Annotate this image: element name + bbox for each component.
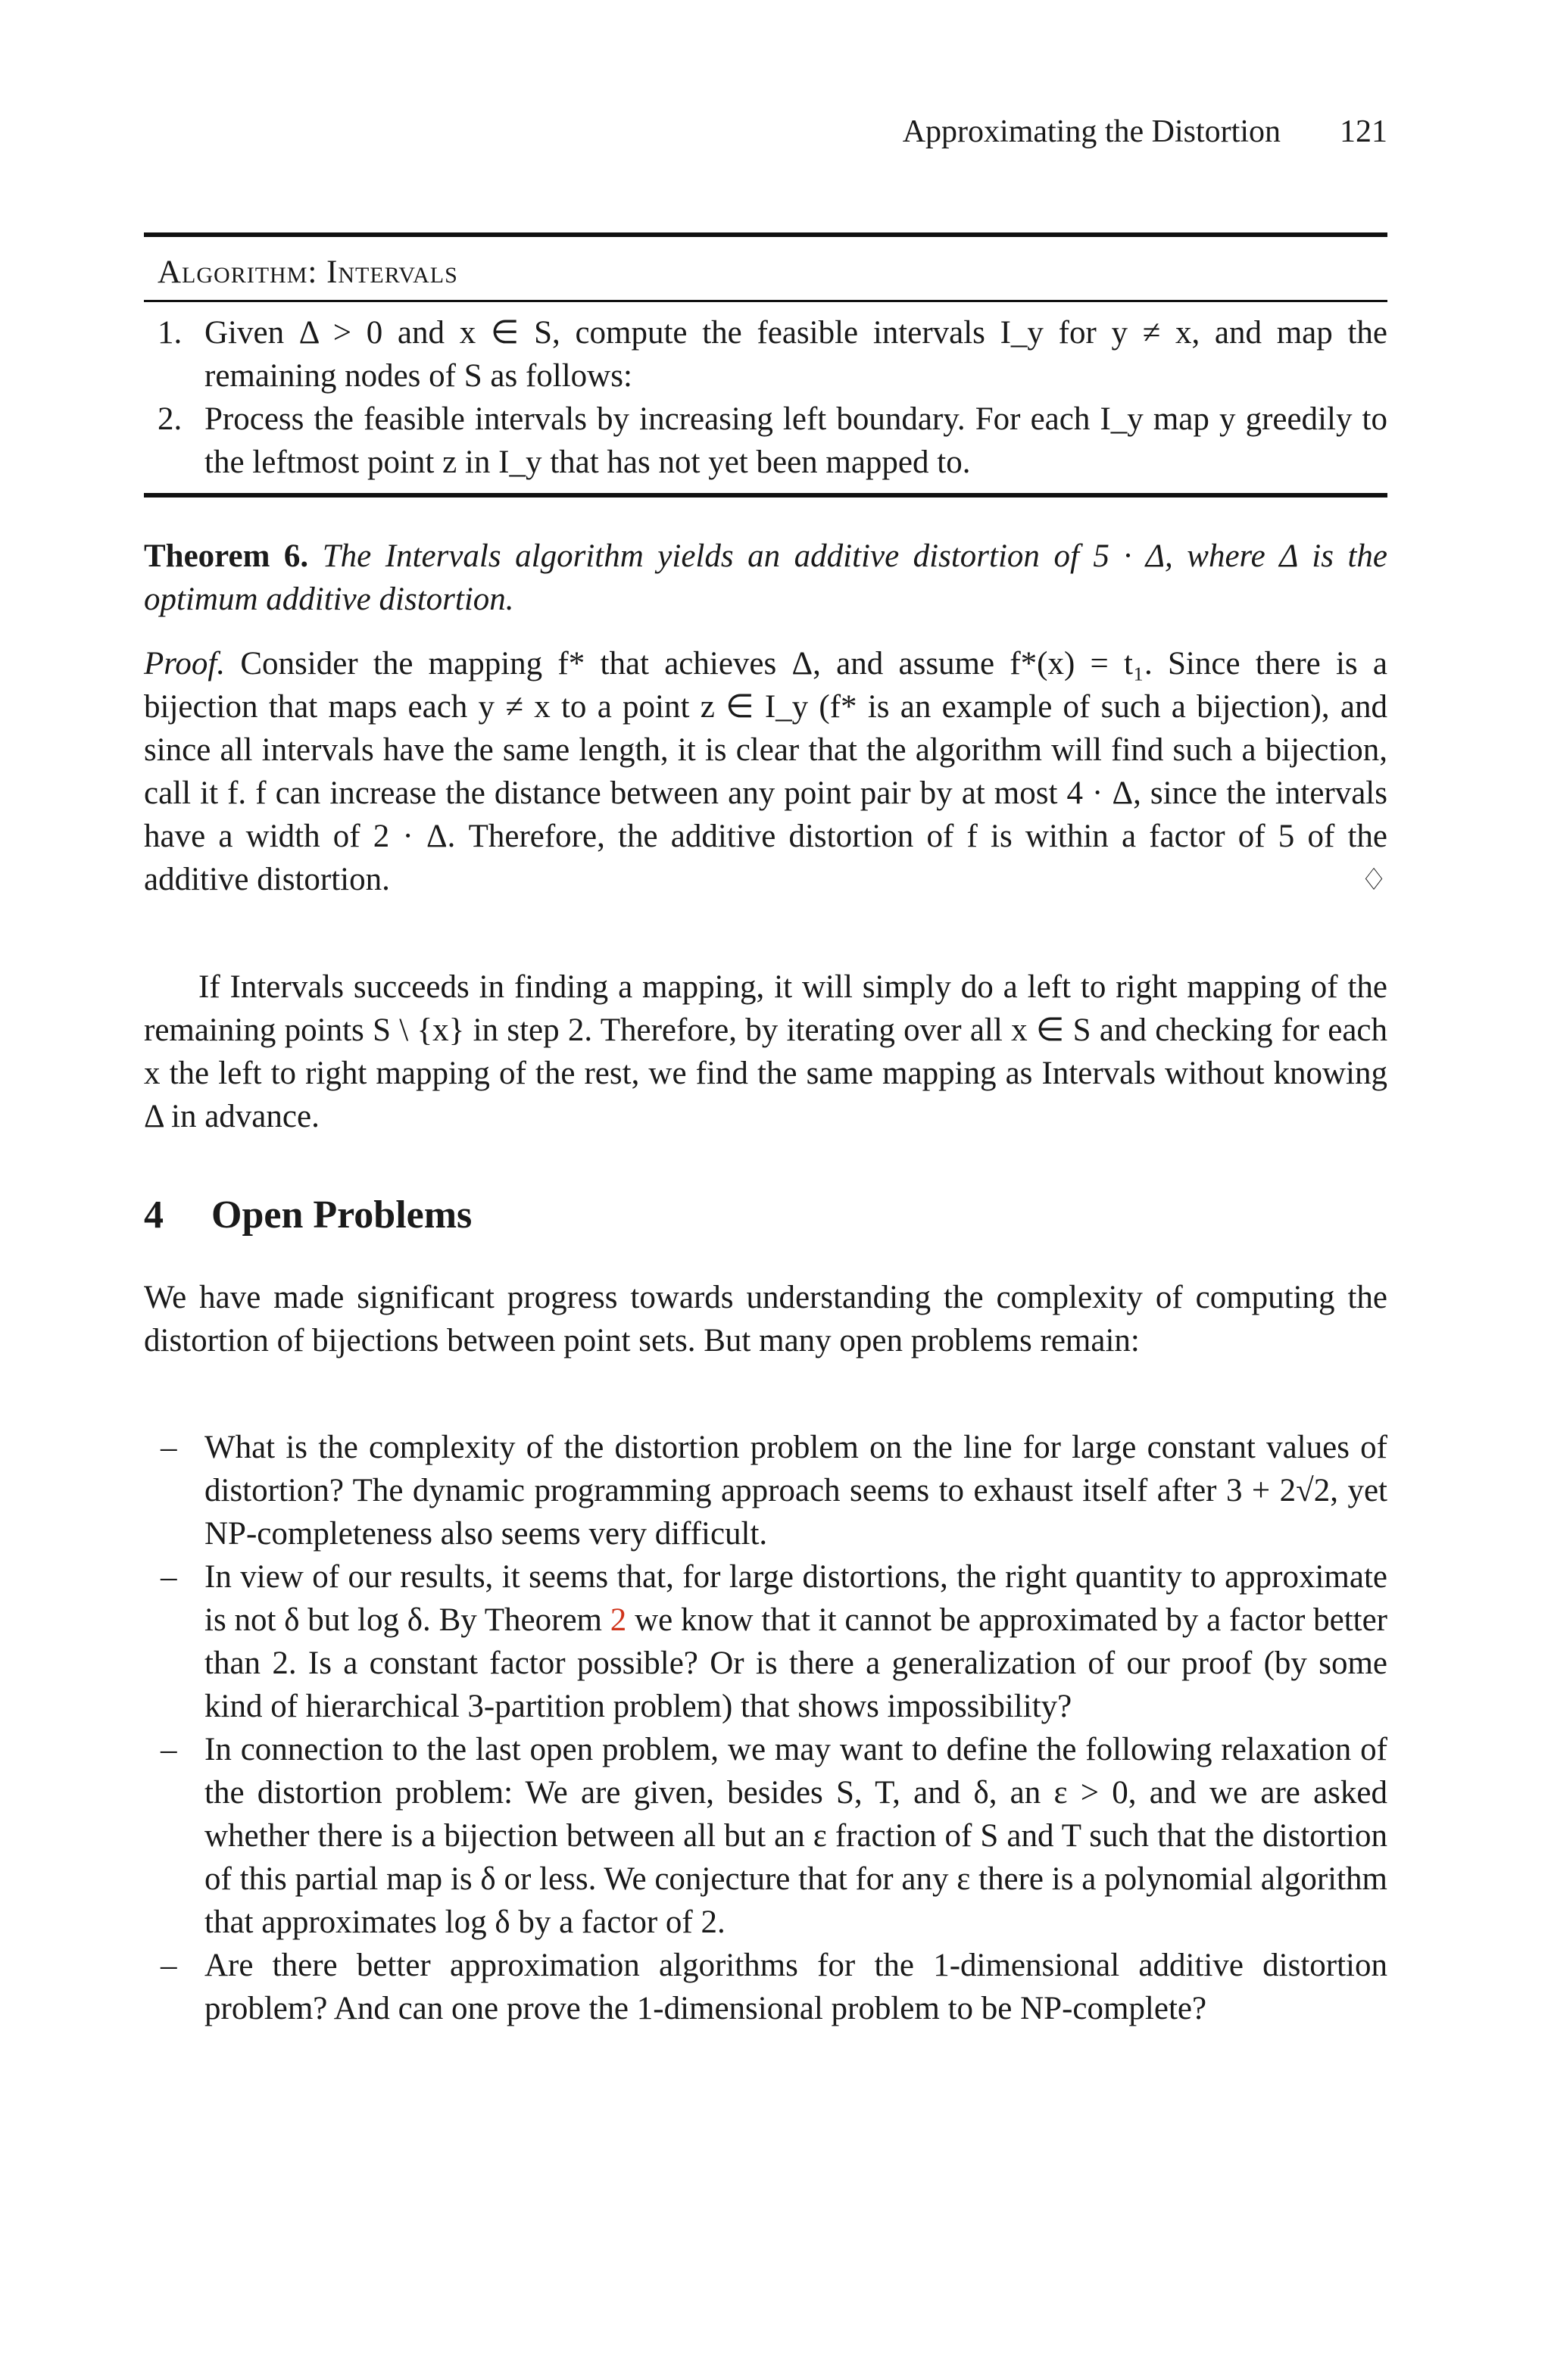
list-item bbox=[144, 1944, 1387, 2030]
list-item bbox=[144, 1555, 1387, 1728]
theorem-6 bbox=[144, 535, 1387, 621]
qed-diamond-icon: ♢ bbox=[1360, 862, 1387, 897]
theorem-label: Theorem 6. bbox=[144, 538, 309, 574]
paragraph: If Intervals succeeds in finding a mapping, it will simply do a left to right mapping of the remaining points S \ {x} in step 2. Therefore, by iterating over all x ∈ S and checking for each x the left to right mapping of the rest, we find the same mapping as Intervals without knowing Δ in advance. bbox=[144, 969, 1387, 1134]
open-problems-list bbox=[144, 1426, 1387, 2030]
list-item-text: In view of our results, it seems that, for large distortions, the right quantity to approximate is not δ but log δ. By Theorem bbox=[204, 1559, 1387, 1638]
dash-bullet: – bbox=[161, 1732, 177, 1767]
step-text: Given Δ > 0 and x ∈ S, compute the feasible intervals I_y for y ≠ x, and map the remaining nodes of S as follows: bbox=[204, 315, 1387, 394]
section-title: Open Problems bbox=[211, 1193, 473, 1237]
algorithm-box bbox=[144, 232, 1387, 498]
algorithm-steps bbox=[144, 302, 1387, 493]
section-number: 4 bbox=[144, 1193, 164, 1237]
algorithm-step bbox=[144, 311, 1387, 398]
section-heading bbox=[144, 1193, 472, 1237]
theorem-reference-link[interactable]: 2 bbox=[610, 1602, 627, 1638]
dash-bullet: – bbox=[161, 1559, 177, 1595]
list-item-text: Are there better approximation algorithms for the 1-dimensional additive distortion problem? And can one prove the 1-dimensional problem to be NP-complete? bbox=[204, 1948, 1387, 2026]
proof-body: Consider the mapping f* that achieves Δ, and assume f*(x) = t₁. Since there is a bijection that maps each y ≠ x to a point z ∈ I_y (f* is an example of such a bijection), and since all intervals have the same length, it is clear that the algorithm will find such a bijection, call it f. f can increase the distance between any point pair by at most 4 · Δ, since the intervals have a width of 2 · Δ. Therefore, the additive distortion of f is within a factor of 5 of the additive distortion. bbox=[144, 646, 1388, 897]
step-number: 1. bbox=[158, 315, 183, 351]
step-number: 2. bbox=[158, 401, 183, 437]
algorithm-title: Algorithm: Intervals bbox=[144, 237, 1387, 302]
algorithm-step bbox=[144, 398, 1387, 484]
theorem-body: The Intervals algorithm yields an additive distortion of 5 · Δ, where Δ is the optimum additive distortion. bbox=[144, 538, 1388, 617]
list-item-text: In connection to the last open problem, we may want to define the following relaxation of the distortion problem: We are given, besides S, T, and δ, an ε > 0, and we are asked whether there is a bijection between all but an ε fraction of S and T such that the distortion of this partial map is δ or less. We conjecture that for any ε there is a polynomial algorithm that approximates log δ by a factor of 2. bbox=[204, 1732, 1387, 1940]
list-item bbox=[144, 1728, 1387, 1944]
section-intro: We have made significant progress towards understanding the complexity of computing the distortion of bijections between point sets. But many open problems remain: bbox=[144, 1280, 1387, 1358]
dash-bullet: – bbox=[161, 1948, 177, 1983]
proof bbox=[144, 642, 1387, 901]
running-head bbox=[903, 114, 1387, 150]
step-text: Process the feasible intervals by increasing left boundary. For each I_y map y greedily to the leftmost point z in I_y that has not yet been mapped to. bbox=[204, 401, 1387, 480]
page-number: 121 bbox=[1340, 114, 1387, 149]
proof-label: Proof. bbox=[144, 646, 226, 682]
running-title: Approximating the Distortion bbox=[902, 114, 1281, 149]
list-item-text: What is the complexity of the distortion problem on the line for large constant values of distortion? The dynamic programming approach seems to exhaust itself after 3 + 2√2, yet NP-completeness also seems very difficult. bbox=[204, 1430, 1387, 1552]
dash-bullet: – bbox=[161, 1430, 177, 1465]
list-item bbox=[144, 1426, 1387, 1555]
list-item-text: we know that it cannot be approximated by a factor better than 2. Is a constant factor possible? Or is there a generalization of our proof (by some kind of hierarchical 3-partition problem) that shows impossibility? bbox=[204, 1602, 1387, 1724]
